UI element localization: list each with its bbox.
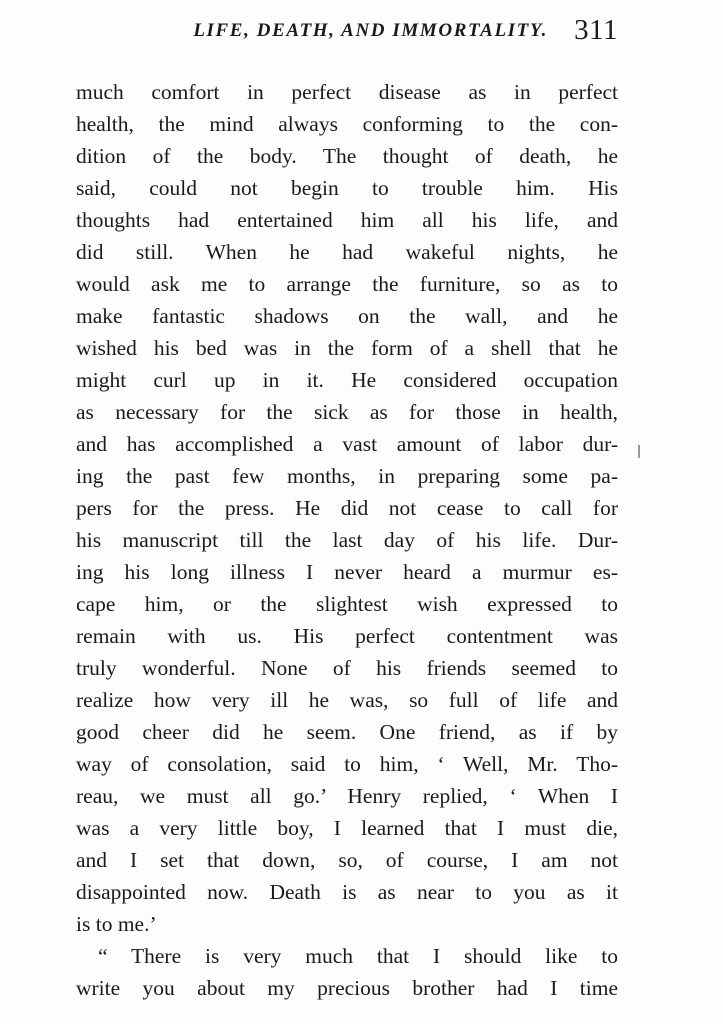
text-line: cape him, or the slightest wish expressed to: [76, 592, 618, 616]
text-line: ing his long illness I never heard a murmur es-: [76, 560, 618, 584]
text-line: thoughts had entertained him all his life, and: [76, 208, 618, 232]
text-line: did still. When he had wakeful nights, he: [76, 240, 618, 264]
body-text: [76, 76, 618, 1004]
text-line: said, could not begin to trouble him. His: [76, 176, 618, 200]
page-number: 311: [574, 14, 618, 46]
text-line: write you about my precious brother had I time: [76, 976, 618, 1000]
text-line: would ask me to arrange the furniture, so as to: [76, 272, 618, 296]
text-line: wished his bed was in the form of a shell that he: [76, 336, 618, 360]
text-line: way of consolation, said to him, ‘ Well, Mr. Tho-: [76, 752, 618, 776]
running-head: [76, 14, 618, 54]
text-line: dition of the body. The thought of death, he: [76, 144, 618, 168]
text-line: pers for the press. He did not cease to call for: [76, 496, 618, 520]
text-line: and I set that down, so, of course, I am not: [76, 848, 618, 872]
text-line: good cheer did he seem. One friend, as if by: [76, 720, 618, 744]
text-line: was a very little boy, I learned that I must die,: [76, 816, 618, 840]
text-line: disappointed now. Death is as near to you as it: [76, 880, 618, 904]
text-line: and has accomplished a vast amount of labor dur-: [76, 432, 618, 456]
text-line: realize how very ill he was, so full of life and: [76, 688, 618, 712]
text-line: remain with us. His perfect contentment was: [76, 624, 618, 648]
text-line: much comfort in perfect disease as in perfect: [76, 80, 618, 104]
text-line: reau, we must all go.’ Henry replied, ‘ When I: [76, 784, 618, 808]
text-line: his manuscript till the last day of his life. Dur-: [76, 528, 618, 552]
text-line: might curl up in it. He considered occupation: [76, 368, 618, 392]
text-line: is to me.’: [76, 912, 157, 936]
text-line: “ There is very much that I should like to: [98, 944, 618, 968]
running-title: LIFE, DEATH, AND IMMORTALITY.: [193, 20, 548, 41]
text-line: health, the mind always conforming to the con-: [76, 112, 618, 136]
text-line: ing the past few months, in preparing some pa-: [76, 464, 618, 488]
text-line: truly wonderful. None of his friends seemed to: [76, 656, 618, 680]
margin-mark: [638, 445, 640, 458]
text-line: make fantastic shadows on the wall, and he: [76, 304, 618, 328]
text-line: as necessary for the sick as for those in health,: [76, 400, 618, 424]
